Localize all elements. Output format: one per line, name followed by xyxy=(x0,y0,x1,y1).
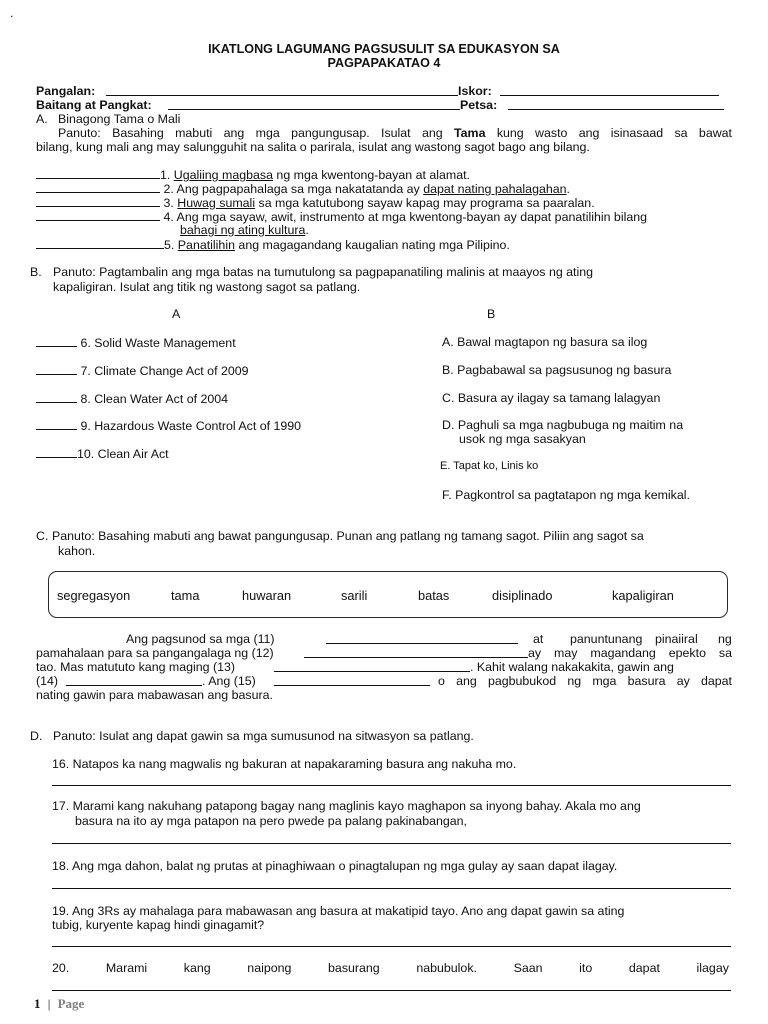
item-underlined: dapat nating pahalagahan xyxy=(423,182,567,196)
para-text: ng xyxy=(718,632,732,646)
item-underlined: Huwag sumali xyxy=(177,196,256,210)
section-a-letter: A. xyxy=(36,112,48,126)
section-a-heading: Binagong Tama o Mali xyxy=(58,112,181,126)
answer-blank-4[interactable] xyxy=(36,209,160,221)
word-bank-word: segregasyon xyxy=(57,588,131,603)
q20-word: Saan xyxy=(513,961,543,975)
word-bank-word: tama xyxy=(171,588,200,603)
match-blank-10[interactable] xyxy=(36,446,77,458)
section-b-instruction: Panuto: Pagtambalin ang mga batas na tumutulong sa pagpapanatiling malinis at maayos ng ating xyxy=(53,265,594,279)
item-4 xyxy=(36,209,647,225)
fill-blank-13[interactable] xyxy=(274,660,470,672)
question-19-line2: tubig, kuryente kapag hindi ginagamit? xyxy=(52,918,265,932)
choice-d: D. Paghuli sa mga nagbubuga ng maitim na xyxy=(442,418,684,432)
question-17-line2: basura na ito ay mga patapon na pero pwede pa palang pakinabangan, xyxy=(75,814,467,828)
section-d-letter: D. xyxy=(30,729,43,743)
item-text: Ang pagpapahalaga sa mga nakatatanda ay xyxy=(173,182,424,196)
section-a-instruction-line2: bilang, kung mali ang may salungguhit na salita o parirala, isulat ang wastong sagot bago ang bilang. xyxy=(36,140,590,154)
petsa-field[interactable] xyxy=(508,98,724,110)
question-19: 19. Ang 3Rs ay mahalaga para mabawasan ang basura at makatipid tayo. Ano ang dapat gawin sa ating xyxy=(52,904,625,918)
item-number: 5. xyxy=(164,238,175,252)
column-a-header: A xyxy=(172,307,181,321)
para-text: . Kahit walang nakakakita, gawin ang xyxy=(470,660,674,674)
answer-line-17[interactable] xyxy=(52,843,731,844)
item-4-continuation xyxy=(180,223,309,238)
item-text: ang magagandang kaugalian nating mga Pilipino. xyxy=(234,238,510,252)
q20-word: nabubulok. xyxy=(416,961,477,975)
item-underlined: Panatilihin xyxy=(177,238,235,252)
choice-a: A. Bawal magtapon ng basura sa ilog xyxy=(442,335,648,349)
page-label: Page xyxy=(57,996,85,1011)
para-text: panuntunang xyxy=(570,632,643,646)
match-blank-8[interactable] xyxy=(36,391,77,403)
page-title-line1: IKATLONG LAGUMANG PAGSUSULIT SA EDUKASYON SA xyxy=(208,42,560,56)
fill-blank-11[interactable] xyxy=(326,632,518,644)
item-text: . xyxy=(566,182,570,196)
pangalan-label: Pangalan: xyxy=(36,84,96,98)
q20-word: ilagay xyxy=(696,961,729,975)
match-blank-9[interactable] xyxy=(36,418,77,430)
baitang-field[interactable] xyxy=(168,98,460,110)
word-bank-word: kapaligiran xyxy=(612,588,674,603)
answer-blank-5[interactable] xyxy=(36,237,164,249)
page-footer xyxy=(34,996,84,1011)
fill-blank-12[interactable] xyxy=(304,646,528,658)
item-text: sa mga katutubong sayaw kapag may programa sa paaralan. xyxy=(255,196,595,210)
match-item-7 xyxy=(36,363,249,379)
pangalan-field[interactable] xyxy=(106,84,458,96)
page-number: 1 xyxy=(34,996,41,1011)
para-text: at xyxy=(533,632,544,646)
section-b-letter: B. xyxy=(30,265,42,279)
page-title-line2: PAGPAPAKATAO 4 xyxy=(327,56,441,70)
q20-word: ito xyxy=(579,961,593,975)
section-d-instruction: Panuto: Isulat ang dapat gawin sa mga sumusunod na sitwasyon sa patlang. xyxy=(53,729,474,743)
section-b-instruction-line2: kapaligiran. Isulat ang titik ng wastong sagot sa patlang. xyxy=(53,280,361,294)
answer-line-16[interactable] xyxy=(52,785,731,786)
item-number: 3. xyxy=(163,196,174,210)
item-underlined: bahagi ng ating kultura xyxy=(180,223,306,237)
column-b-header: B xyxy=(487,307,496,321)
item-5 xyxy=(36,237,510,253)
answer-blank-3[interactable] xyxy=(36,195,160,207)
para-text: o ang pagbubukod ng mga basura ay dapat xyxy=(438,674,732,688)
word-bank-word: huwaran xyxy=(242,588,292,603)
match-item-text: 7. Climate Change Act of 2009 xyxy=(80,364,249,378)
item-text: ng mga kwentong-bayan at alamat. xyxy=(272,168,470,182)
choice-f: F. Pagkontrol sa pagtatapon ng mga kemikal. xyxy=(442,488,690,502)
match-item-text: 10. Clean Air Act xyxy=(77,447,169,461)
section-a-instr-post: kung wasto ang isinasaad sa bawat xyxy=(485,126,732,140)
answer-line-20[interactable] xyxy=(52,990,731,991)
q20-word: 20. xyxy=(52,961,70,975)
item-text: . xyxy=(305,223,309,237)
iskor-field[interactable] xyxy=(500,84,719,96)
match-item-6 xyxy=(36,335,236,351)
fill-blank-14[interactable] xyxy=(66,674,202,686)
fill-blank-15[interactable] xyxy=(274,674,430,686)
iskor-label: Iskor: xyxy=(458,84,492,98)
match-item-text: 8. Clean Water Act of 2004 xyxy=(80,392,229,406)
match-blank-6[interactable] xyxy=(36,335,77,347)
para-text: pamahalaan para sa pangangalaga ng (12) xyxy=(36,646,274,660)
match-item-9 xyxy=(36,418,301,434)
question-20 xyxy=(52,961,729,976)
word-bank-word: sarili xyxy=(341,588,368,603)
choice-b: B. Pagbabawal sa pagsusunog ng basura xyxy=(442,363,672,377)
q20-word: basurang xyxy=(328,961,380,975)
petsa-label: Petsa: xyxy=(460,98,498,112)
para-text: pinaiiral xyxy=(655,632,698,646)
choice-e: E. Tapat ko, Linis ko xyxy=(440,460,539,472)
choice-d-continuation: usok ng mga sasakyan xyxy=(459,432,586,446)
q20-word: kang xyxy=(183,961,211,975)
section-a-instr-bold: Tama xyxy=(454,126,486,140)
item-number: 4. xyxy=(163,210,174,224)
answer-blank-2[interactable] xyxy=(36,181,160,193)
baitang-label: Baitang at Pangkat: xyxy=(36,98,152,112)
q20-word: naipong xyxy=(247,961,292,975)
para-text: ay may magandang epekto sa xyxy=(528,646,732,660)
para-text: . Ang (15) xyxy=(202,674,256,688)
section-c-letter: C. xyxy=(36,529,49,543)
q20-word: Marami xyxy=(105,961,148,975)
item-underlined: Ugaliing magbasa xyxy=(173,168,273,182)
question-18: 18. Ang mga dahon, balat ng prutas at pinaghiwaan o pinagtalupan ng mga gulay ay saan dapat ilagay. xyxy=(52,859,618,873)
item-text: Ang mga sayaw, awit, instrumento at mga kwentong-bayan ay dapat panatilihin bilang xyxy=(173,210,647,224)
para-text: tao. Mas matututo kang maging (13) xyxy=(36,660,236,674)
match-blank-7[interactable] xyxy=(36,363,77,375)
match-item-10 xyxy=(36,446,169,462)
match-item-text: 9. Hazardous Waste Control Act of 1990 xyxy=(80,419,302,433)
page-separator: | xyxy=(47,996,51,1011)
section-a-instruction xyxy=(58,126,732,141)
para-text: (14) xyxy=(36,674,59,688)
word-bank-word: batas xyxy=(418,588,450,603)
q20-word: dapat xyxy=(628,961,660,975)
section-c-instruction-line2: kahon. xyxy=(58,544,96,558)
section-a-instr-pre: Panuto: Basahing mabuti ang mga pangungusap. Isulat ang xyxy=(58,126,455,140)
para-text: Ang pagsunod sa mga (11) xyxy=(126,632,275,646)
word-bank-word: disiplinado xyxy=(492,588,553,603)
match-item-8 xyxy=(36,391,228,407)
answer-line-18[interactable] xyxy=(52,888,731,889)
para-text: nating gawin para mabawasan ang basura. xyxy=(36,688,273,702)
question-17: 17. Marami kang nakuhang patapong bagay nang maglinis kayo maghapon sa inyong bahay. Akala mo ang xyxy=(52,799,641,813)
section-c-instruction: Panuto: Basahing mabuti ang bawat pangungusap. Punan ang patlang ng tamang sagot. Piliin ang sagot sa xyxy=(52,529,644,543)
match-item-text: 6. Solid Waste Management xyxy=(80,336,236,350)
stray-dot: . xyxy=(10,6,14,20)
item-number: 2. xyxy=(163,182,174,196)
question-16: 16. Natapos ka nang magwalis ng bakuran at napakaraming basura ang nakuha mo. xyxy=(52,757,517,771)
answer-blank-1[interactable] xyxy=(36,167,160,179)
item-number: 1. xyxy=(160,168,171,182)
choice-c: C. Basura ay ilagay sa tamang lalagyan xyxy=(442,391,661,405)
answer-line-19[interactable] xyxy=(52,946,731,947)
